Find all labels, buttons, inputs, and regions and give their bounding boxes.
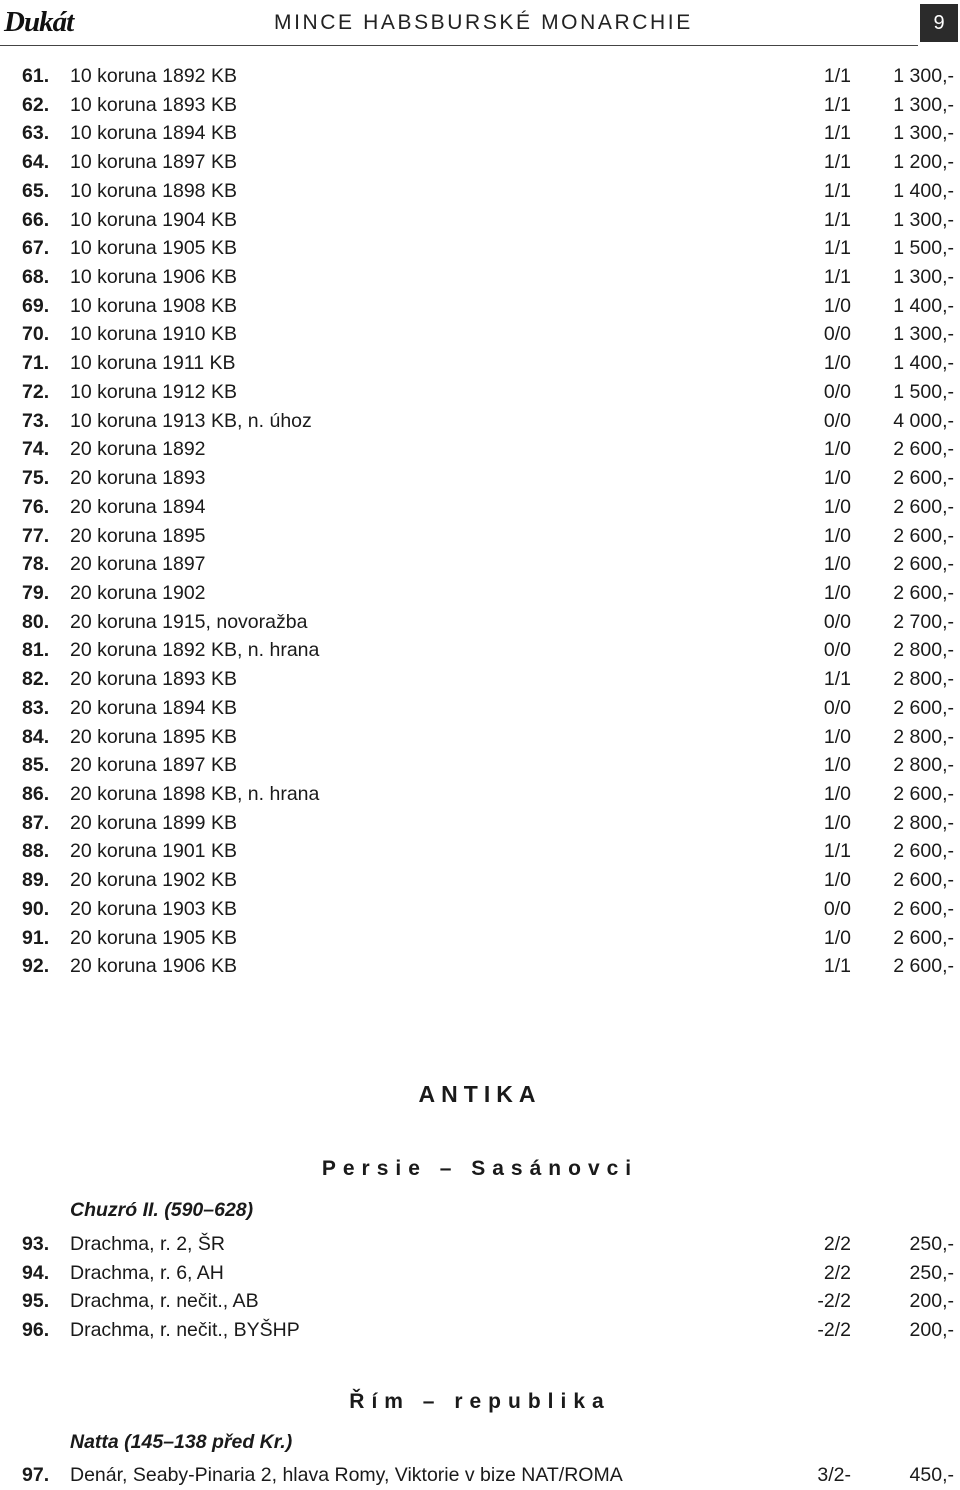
header-rule [0,45,918,46]
lot-description: 20 koruna 1892 KB, n. hrana [70,639,320,662]
lot-number: 89. [22,869,50,892]
lot-row [0,263,960,291]
lot-grade: 0/0 [823,380,851,403]
lot-row [0,608,960,636]
lot-price: 200,- [909,1318,954,1341]
lot-number: 65. [22,179,50,202]
lot-row [0,895,960,923]
lot-grade: 0/0 [823,639,851,662]
lot-price: 450,- [909,1464,954,1486]
lot-description: 20 koruna 1903 KB [70,897,237,920]
lot-price: 250,- [909,1261,954,1284]
lot-price: 2 600,- [893,783,954,805]
lot-description: 10 koruna 1904 KB [70,208,237,231]
lot-grade: 1/0 [823,754,851,777]
lot-grade: 1/0 [823,811,851,834]
lot-number: 96. [22,1318,50,1341]
lot-price: 1 500,- [893,380,954,403]
lot-number: 84. [22,725,50,748]
lot-row [0,579,960,607]
lot-row [0,292,960,320]
lot-price: 2 600,- [893,524,954,547]
lot-grade: 1/0 [823,438,851,461]
lot-price: 250,- [909,1233,954,1255]
lot-price: 2 800,- [893,668,954,691]
lot-grade: 0/0 [823,610,851,633]
lot-grade: 1/0 [823,467,851,490]
lot-grade: 1/1 [823,208,851,231]
lot-row [0,1287,960,1315]
lot-grade: 1/0 [823,783,851,805]
lot-number: 94. [22,1261,50,1284]
lot-row [0,407,960,435]
lot-grade: 1/1 [823,840,851,863]
lot-price: 2 600,- [893,696,954,719]
lot-grade: 1/0 [823,524,851,547]
lot-price: 1 300,- [893,65,954,87]
lot-description: Drachma, r. 2, ŠR [70,1233,225,1255]
lot-grade: 1/1 [823,151,851,174]
lot-number: 61. [22,65,50,87]
lot-number: 77. [22,524,50,547]
lot-row [0,91,960,119]
lot-price: 1 400,- [893,294,954,317]
lot-row [0,723,960,751]
lot-row [0,119,960,147]
lot-number: 90. [22,897,50,920]
lot-description: 20 koruna 1906 KB [70,955,237,978]
lot-price: 200,- [909,1290,954,1312]
lot-grade: 0/0 [823,323,851,346]
lot-price: 2 600,- [893,495,954,518]
lot-price: 2 600,- [893,869,954,892]
lot-grade: 1/0 [823,553,851,576]
lot-number: 81. [22,639,50,662]
lot-number: 87. [22,811,50,834]
lot-number: 75. [22,467,50,490]
lot-price: 2 600,- [893,467,954,490]
lot-number: 88. [22,840,50,863]
lot-number: 64. [22,151,50,174]
lot-number: 78. [22,553,50,576]
lot-number: 76. [22,495,50,518]
lot-description: 20 koruna 1901 KB [70,840,237,863]
lot-number: 71. [22,352,50,375]
lot-description: 20 koruna 1898 KB, n. hrana [70,783,320,805]
lot-row [0,924,960,952]
lot-row [0,694,960,722]
lot-row [0,493,960,521]
lot-number: 86. [22,783,50,805]
lot-row [0,234,960,262]
lot-description: 20 koruna 1894 [70,495,206,518]
lot-grade: 0/0 [823,409,851,432]
lot-description: Denár, Seaby-Pinaria 2, hlava Romy, Viktorie v bize NAT/ROMA [70,1464,623,1486]
lot-description: 10 koruna 1908 KB [70,294,237,317]
lot-grade: 0/0 [823,897,851,920]
lot-grade: 1/1 [823,122,851,145]
lot-price: 2 600,- [893,438,954,461]
lot-number: 62. [22,93,50,116]
lot-description: 20 koruna 1893 KB [70,668,237,691]
lot-row [0,62,960,90]
lot-description: 10 koruna 1913 KB, n. úhoz [70,409,312,432]
lot-row [0,378,960,406]
lot-description: 20 koruna 1897 KB [70,754,237,777]
lot-price: 1 200,- [893,151,954,174]
lot-description: 10 koruna 1910 KB [70,323,237,346]
lot-row [0,636,960,664]
lot-price: 1 300,- [893,323,954,346]
lot-grade: 1/1 [823,237,851,260]
ruler-heading-rome: Natta (145–138 před Kr.) [70,1431,293,1453]
lot-price: 1 400,- [893,179,954,202]
lot-description: 20 koruna 1899 KB [70,811,237,834]
lot-description: 20 koruna 1894 KB [70,696,237,719]
lot-number: 79. [22,581,50,604]
lot-price: 2 600,- [893,926,954,949]
lot-description: 10 koruna 1897 KB [70,151,237,174]
lot-row [0,952,960,980]
lot-description: Drachma, r. nečit., BYŠHP [70,1318,300,1341]
lot-price: 2 600,- [893,553,954,576]
lot-number: 91. [22,926,50,949]
lot-description: 10 koruna 1911 KB [70,352,236,375]
lot-row [0,206,960,234]
lot-description: 10 koruna 1898 KB [70,179,237,202]
running-title: MINCE HABSBURSKÉ MONARCHIE [274,11,693,34]
lot-description: 20 koruna 1893 [70,467,206,490]
lot-grade: 1/0 [823,869,851,892]
lot-row [0,349,960,377]
page-header [0,0,960,48]
lot-price: 2 600,- [893,897,954,920]
lot-grade: 2/2 [823,1261,851,1284]
lot-description: 10 koruna 1893 KB [70,93,237,116]
lot-number: 72. [22,380,50,403]
lot-grade: 1/1 [823,93,851,116]
lot-grade: 1/1 [823,266,851,289]
lot-grade: 1/0 [823,926,851,949]
lot-row [0,665,960,693]
lot-grade: 1/1 [823,65,851,87]
lot-price: 2 600,- [893,955,954,978]
lot-row [0,1230,960,1258]
lot-number: 92. [22,955,50,978]
lot-description: 20 koruna 1902 [70,581,206,604]
lot-number: 63. [22,122,50,145]
ruler-heading-persia: Chuzró II. (590–628) [70,1199,254,1221]
lot-number: 67. [22,237,50,260]
lot-price: 2 700,- [893,610,954,633]
lot-row [0,751,960,779]
lot-grade: 1/0 [823,294,851,317]
lot-grade: 2/2 [823,1233,851,1255]
lot-row [0,837,960,865]
lot-description: 10 koruna 1905 KB [70,237,237,260]
lot-description: Drachma, r. nečit., AB [70,1290,259,1312]
lot-row [0,866,960,894]
lot-row [0,320,960,348]
lot-price: 2 800,- [893,754,954,777]
lot-price: 1 400,- [893,352,954,375]
lot-grade: 1/0 [823,725,851,748]
lot-grade: 1/0 [823,352,851,375]
lot-description: 20 koruna 1902 KB [70,869,237,892]
section-title-antika: ANTIKA [418,1081,542,1107]
lot-price: 1 300,- [893,208,954,231]
subtitle-rome: Řím – republika [349,1390,611,1413]
lot-number: 83. [22,696,50,719]
lot-description: 10 koruna 1894 KB [70,122,237,145]
lot-row [0,148,960,176]
lot-description: 10 koruna 1906 KB [70,266,237,289]
lot-price: 1 300,- [893,93,954,116]
lot-price: 2 800,- [893,811,954,834]
lot-number: 73. [22,409,50,432]
lot-grade: 1/0 [823,495,851,518]
lot-price: 2 800,- [893,639,954,662]
lot-grade: 1/1 [823,955,851,978]
lot-description: 20 koruna 1905 KB [70,926,237,949]
lot-number: 82. [22,668,50,691]
lot-price: 1 300,- [893,266,954,289]
lot-description: 20 koruna 1892 [70,438,206,461]
lot-description: 20 koruna 1915, novoražba [70,610,308,633]
lot-grade: 0/0 [823,696,851,719]
lot-number: 70. [22,323,50,346]
lot-number: 97. [22,1464,50,1486]
dukat-logo: Dukát [4,6,74,38]
lot-row [0,177,960,205]
lot-number: 85. [22,754,50,777]
lot-grade: 3/2- [817,1464,851,1486]
lot-price: 4 000,- [893,409,954,432]
lot-price: 2 800,- [893,725,954,748]
lot-row [0,780,960,808]
lot-grade: 1/1 [823,179,851,202]
page-number: 9 [920,4,958,42]
lot-number: 68. [22,266,50,289]
lot-row [0,809,960,837]
lot-row [0,522,960,550]
lot-row [0,1461,960,1489]
lot-row [0,464,960,492]
lot-grade: 1/1 [823,668,851,691]
lot-number: 69. [22,294,50,317]
lot-description: 20 koruna 1897 [70,553,206,576]
lot-grade: -2/2 [817,1318,851,1341]
lot-grade: -2/2 [817,1290,851,1312]
lot-row [0,1316,960,1344]
lot-description: 20 koruna 1895 KB [70,725,237,748]
lot-number: 66. [22,208,50,231]
lot-row [0,435,960,463]
lot-description: 10 koruna 1912 KB [70,380,237,403]
lot-description: Drachma, r. 6, AH [70,1261,224,1284]
lot-price: 1 500,- [893,237,954,260]
lot-price: 2 600,- [893,840,954,863]
lot-row [0,1259,960,1287]
lot-row [0,550,960,578]
lot-number: 80. [22,610,50,633]
lot-number: 74. [22,438,50,461]
lot-price: 1 300,- [893,122,954,145]
lot-number: 93. [22,1233,50,1255]
subtitle-persia: Persie – Sasánovci [321,1157,639,1180]
lot-grade: 1/0 [823,581,851,604]
lot-description: 20 koruna 1895 [70,524,206,547]
lot-number: 95. [22,1290,50,1312]
lot-price: 2 600,- [893,581,954,604]
lot-description: 10 koruna 1892 KB [70,65,237,87]
